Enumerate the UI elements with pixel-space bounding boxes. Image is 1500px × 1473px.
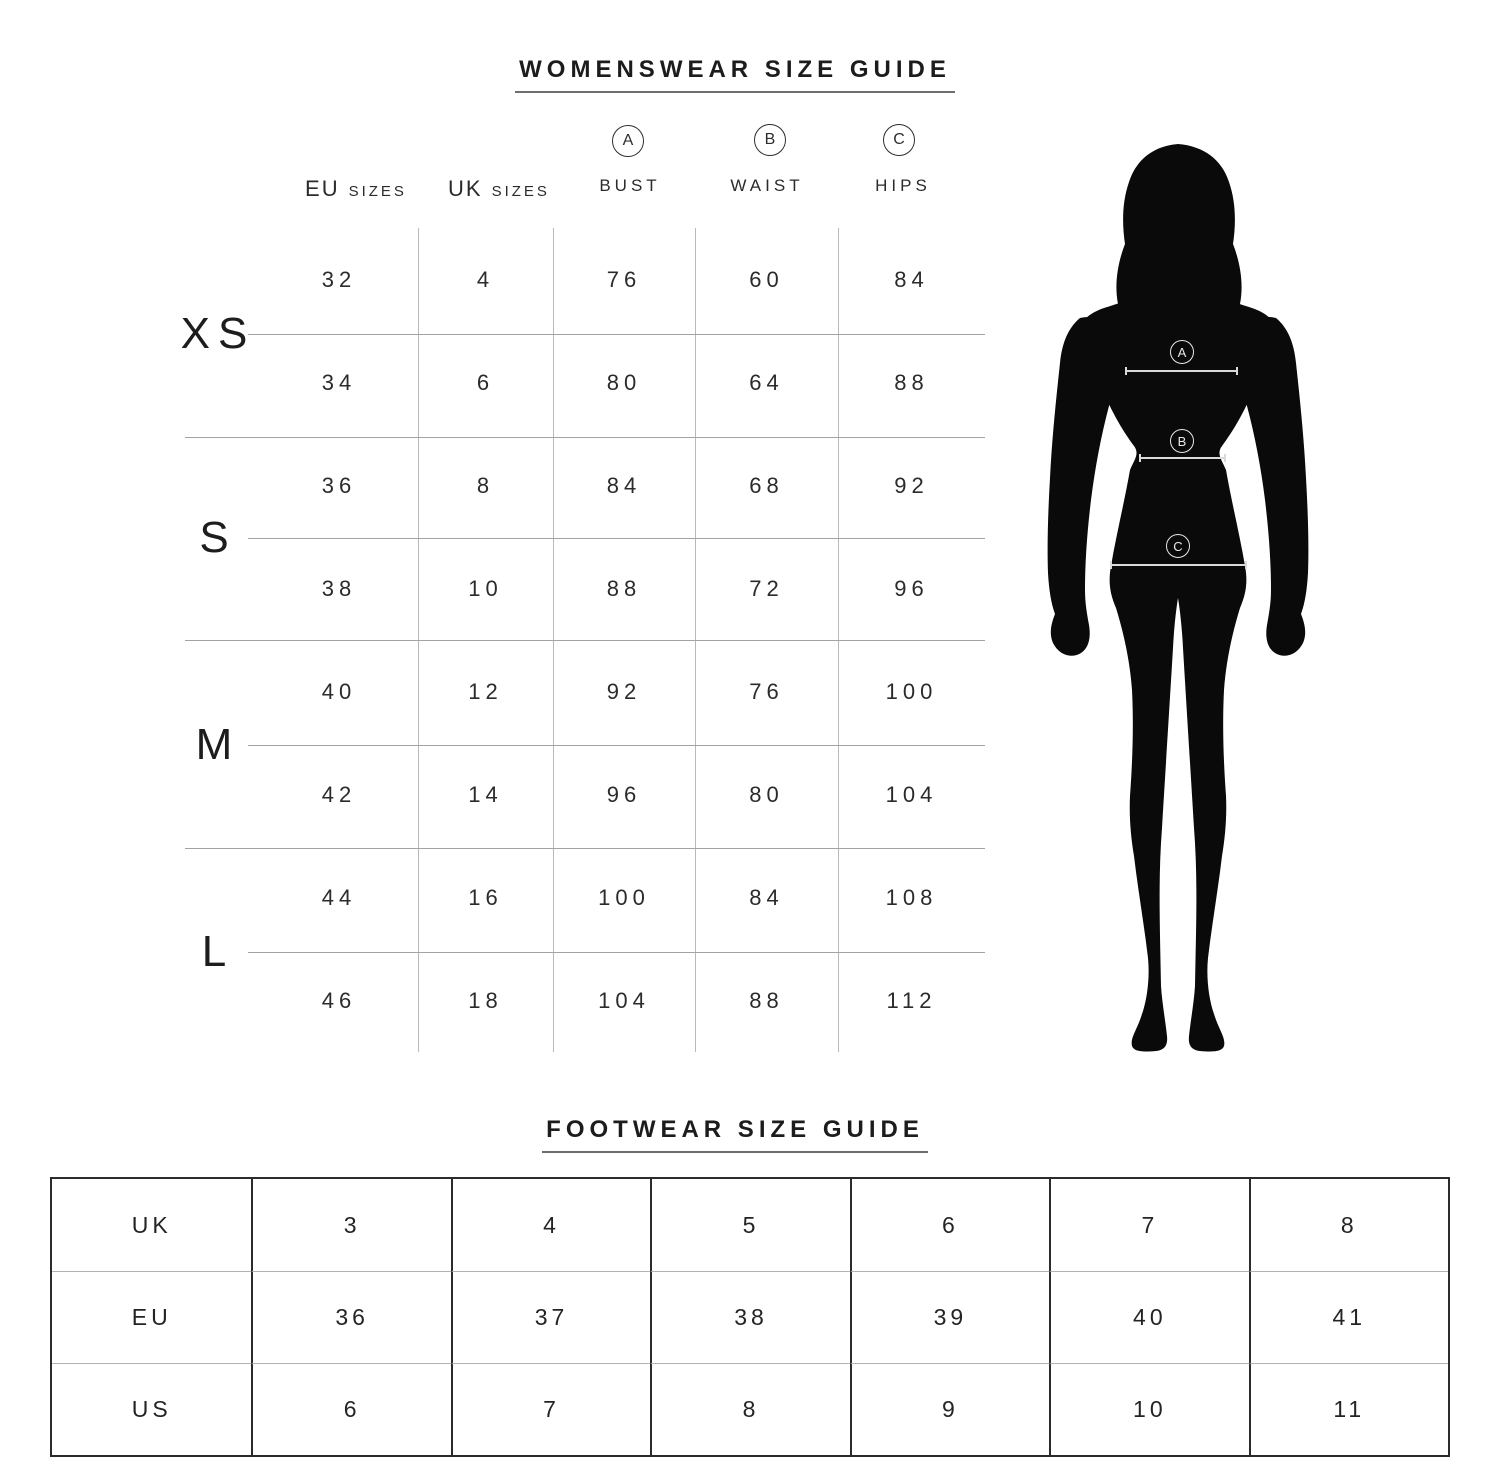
figure-bust-measure-line	[1125, 370, 1238, 372]
footwear-uk-value: 5	[650, 1179, 849, 1271]
column-header-uk	[424, 176, 574, 204]
cell-m-hips: 104	[885, 781, 938, 807]
cell-m-eu: 40	[321, 678, 357, 704]
eu-header-sub: SIZES	[348, 183, 407, 200]
column-header-bust	[556, 176, 704, 204]
figure-waist-marker-letter: B	[1177, 433, 1187, 449]
waist-marker-badge	[754, 124, 786, 156]
cell-m-uk: 12	[468, 678, 503, 704]
cell-s-waist: 72	[749, 575, 784, 601]
cell-m-waist: 76	[749, 678, 784, 704]
footwear-eu-value: 39	[850, 1271, 1049, 1363]
cell-s-waist: 68	[749, 472, 784, 498]
cell-l-bust: 104	[598, 987, 650, 1013]
footwear-row-label-us: US	[52, 1363, 251, 1455]
cell-xs-bust: 76	[606, 266, 642, 292]
footwear-uk-value: 8	[1249, 1179, 1448, 1271]
footwear-us-value: 9	[850, 1363, 1049, 1455]
size-label-xs: XS	[180, 309, 256, 358]
footwear-row-label-eu: EU	[52, 1271, 251, 1363]
size-label-l: L	[201, 927, 235, 976]
cell-l-uk: 16	[468, 884, 503, 910]
eu-header-main: EU	[305, 176, 340, 201]
cell-s-uk: 8	[476, 472, 495, 498]
womenswear-values-grid	[260, 228, 985, 1052]
figure-waist-measure-line	[1139, 457, 1226, 459]
figure-hips-marker-letter: C	[1173, 538, 1183, 554]
figure-bust-marker-letter: A	[1177, 344, 1187, 360]
footwear-title-wrap	[0, 1116, 1470, 1153]
cell-xs-uk: 6	[476, 369, 495, 395]
cell-xs-bust: 80	[606, 369, 642, 395]
hips-marker-badge	[883, 124, 915, 156]
column-header-waist	[694, 176, 840, 204]
cell-s-bust: 88	[606, 575, 642, 601]
cell-s-hips: 92	[894, 472, 929, 498]
figure-bust-marker-badge	[1170, 340, 1194, 364]
bust-marker-letter: A	[622, 132, 634, 149]
womenswear-title: WOMENSWEAR SIZE GUIDE	[515, 56, 955, 93]
cell-l-eu: 44	[321, 884, 357, 910]
cell-m-eu: 42	[321, 781, 357, 807]
cell-xs-waist: 60	[749, 266, 784, 292]
cell-xs-hips: 84	[894, 266, 929, 292]
footwear-eu-value: 40	[1049, 1271, 1248, 1363]
cell-s-uk: 10	[468, 575, 503, 601]
footwear-eu-value: 37	[451, 1271, 650, 1363]
womenswear-title-wrap	[0, 56, 1470, 93]
female-silhouette-image	[1020, 138, 1360, 1063]
waist-marker-letter: B	[764, 131, 776, 148]
footwear-eu-value: 36	[251, 1271, 450, 1363]
cell-s-eu: 38	[321, 575, 357, 601]
bust-header-label: BUST	[599, 176, 661, 195]
footwear-us-value: 6	[251, 1363, 450, 1455]
footwear-table	[50, 1177, 1450, 1457]
cell-l-waist: 84	[749, 884, 784, 910]
column-header-hips	[844, 176, 962, 204]
figure-hips-marker-badge	[1166, 534, 1190, 558]
cell-m-hips: 100	[885, 678, 938, 704]
cell-l-eu: 46	[321, 987, 357, 1013]
cell-xs-hips: 88	[894, 369, 929, 395]
uk-header-main: UK	[448, 176, 483, 201]
cell-xs-eu: 32	[321, 266, 357, 292]
cell-s-eu: 36	[321, 472, 357, 498]
footwear-eu-value: 38	[650, 1271, 849, 1363]
footwear-uk-value: 3	[251, 1179, 450, 1271]
figure-waist-marker-badge	[1170, 429, 1194, 453]
footwear-uk-value: 6	[850, 1179, 1049, 1271]
footwear-uk-value: 4	[451, 1179, 650, 1271]
cell-m-waist: 80	[749, 781, 784, 807]
figure-hips-measure-line	[1110, 564, 1247, 566]
waist-header-label: WAIST	[730, 176, 804, 195]
bust-marker-badge	[612, 125, 644, 157]
footwear-us-value: 7	[451, 1363, 650, 1455]
cell-l-waist: 88	[749, 987, 784, 1013]
size-label-m: M	[195, 720, 241, 769]
size-label-s: S	[199, 513, 237, 562]
cell-l-bust: 100	[598, 884, 650, 910]
footwear-title: FOOTWEAR SIZE GUIDE	[542, 1116, 928, 1153]
cell-xs-uk: 4	[476, 266, 495, 292]
cell-l-uk: 18	[468, 987, 503, 1013]
cell-l-hips: 108	[885, 884, 938, 910]
column-header-eu	[281, 176, 431, 204]
cell-xs-waist: 64	[749, 369, 784, 395]
footwear-row-label-uk: UK	[131, 1211, 172, 1238]
cell-s-bust: 84	[606, 472, 642, 498]
cell-m-bust: 96	[606, 781, 642, 807]
cell-xs-eu: 34	[321, 369, 357, 395]
hips-header-label: HIPS	[875, 176, 931, 195]
footwear-eu-value: 41	[1249, 1271, 1448, 1363]
footwear-us-value: 10	[1049, 1363, 1248, 1455]
cell-m-uk: 14	[468, 781, 503, 807]
cell-s-hips: 96	[894, 575, 929, 601]
cell-m-bust: 92	[606, 678, 642, 704]
footwear-us-value: 8	[650, 1363, 849, 1455]
footwear-us-value: 11	[1249, 1363, 1448, 1455]
footwear-uk-value: 7	[1049, 1179, 1248, 1271]
uk-header-sub: SIZES	[491, 183, 550, 200]
hips-marker-letter: C	[893, 131, 905, 148]
cell-l-hips: 112	[886, 987, 937, 1013]
